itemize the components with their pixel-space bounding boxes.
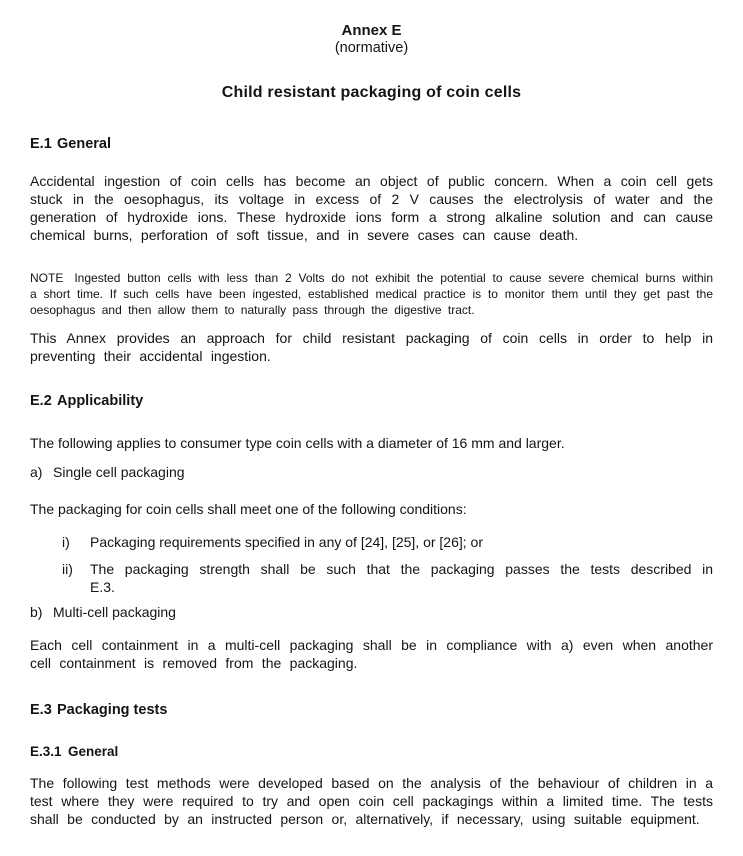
section-e2-heading [30, 392, 713, 410]
e31-paragraph-1: The following test methods were developed based on the analysis of the behaviour of children in a test where they were required to try and open coin cell packagings within a limited time. The tests shall be conducted by an instructed person or, alternatively, if necessary, using suitable equipment. [30, 775, 713, 827]
item-ii-label: ii) [62, 561, 73, 577]
section-e1-title: General [57, 136, 111, 152]
annex-normative-tag: (normative) [334, 40, 409, 56]
list-item-a [30, 463, 713, 481]
section-e3-title: Packaging tests [57, 702, 168, 718]
section-e2-number: E.2 [30, 393, 52, 409]
section-e3-number: E.3 [30, 702, 52, 718]
section-e3-heading [30, 701, 713, 719]
item-ii-text-line2: E.3. [90, 579, 115, 595]
item-b-text: Multi-cell packaging [53, 604, 176, 620]
note-label: NOTE [30, 271, 64, 285]
section-e2-title: Applicability [57, 393, 144, 409]
list-item-ii [62, 560, 713, 596]
item-i-text: Packaging requirements specified in any of [24], [25], or [26]; or [90, 534, 483, 550]
section-e1-number: E.1 [30, 136, 52, 152]
e1-paragraph-1: Accidental ingestion of coin cells has become an object of public concern. When a coin cell gets stuck in the oesophagus, its voltage in excess of 2 V causes the electrolysis of water and the generation of hydroxide ions. These hydroxide ions form a strong alkaline solution and can cause chemical burns, perforation of soft tissue, and in severe cases can cause death. [30, 173, 713, 243]
e1-note [30, 270, 713, 318]
item-b-label: b) [30, 604, 43, 620]
document-title: Child resistant packaging of coin cells [221, 84, 522, 101]
item-a-text: Single cell packaging [53, 464, 185, 480]
annex-label: Annex E [341, 22, 402, 39]
item-ii-text [90, 560, 713, 596]
e2-paragraph-2: The packaging for coin cells shall meet one of the following conditions: [30, 501, 467, 517]
list-item-b [30, 603, 713, 621]
note-text: Ingested button cells with less than 2 Volts do not exhibit the potential to cause severe chemical burns within a short time. If such cells have been ingested, established medical practice is to monitor them until they get past the oesophagus and then allow them to naturally pass through the digestive tract. [30, 271, 713, 317]
section-e31-number: E.3.1 [30, 744, 62, 759]
list-item-i [62, 533, 713, 551]
e1-paragraph-2: This Annex provides an approach for child resistant packaging of coin cells in order to help in preventing their accidental ingestion. [30, 330, 713, 364]
section-e31-heading [30, 743, 713, 760]
e2-paragraph-3: Each cell containment in a multi-cell packaging shall be in compliance with a) even when another cell containment is removed from the packaging. [30, 637, 713, 671]
e2-paragraph-1: The following applies to consumer type coin cells with a diameter of 16 mm and larger. [30, 435, 565, 451]
item-ii-text-line1: The packaging strength shall be such that the packaging passes the tests described in [90, 561, 713, 577]
section-e1-heading [30, 135, 713, 153]
item-a-label: a) [30, 464, 43, 480]
section-e31-title: General [68, 744, 119, 759]
item-i-label: i) [62, 534, 70, 550]
